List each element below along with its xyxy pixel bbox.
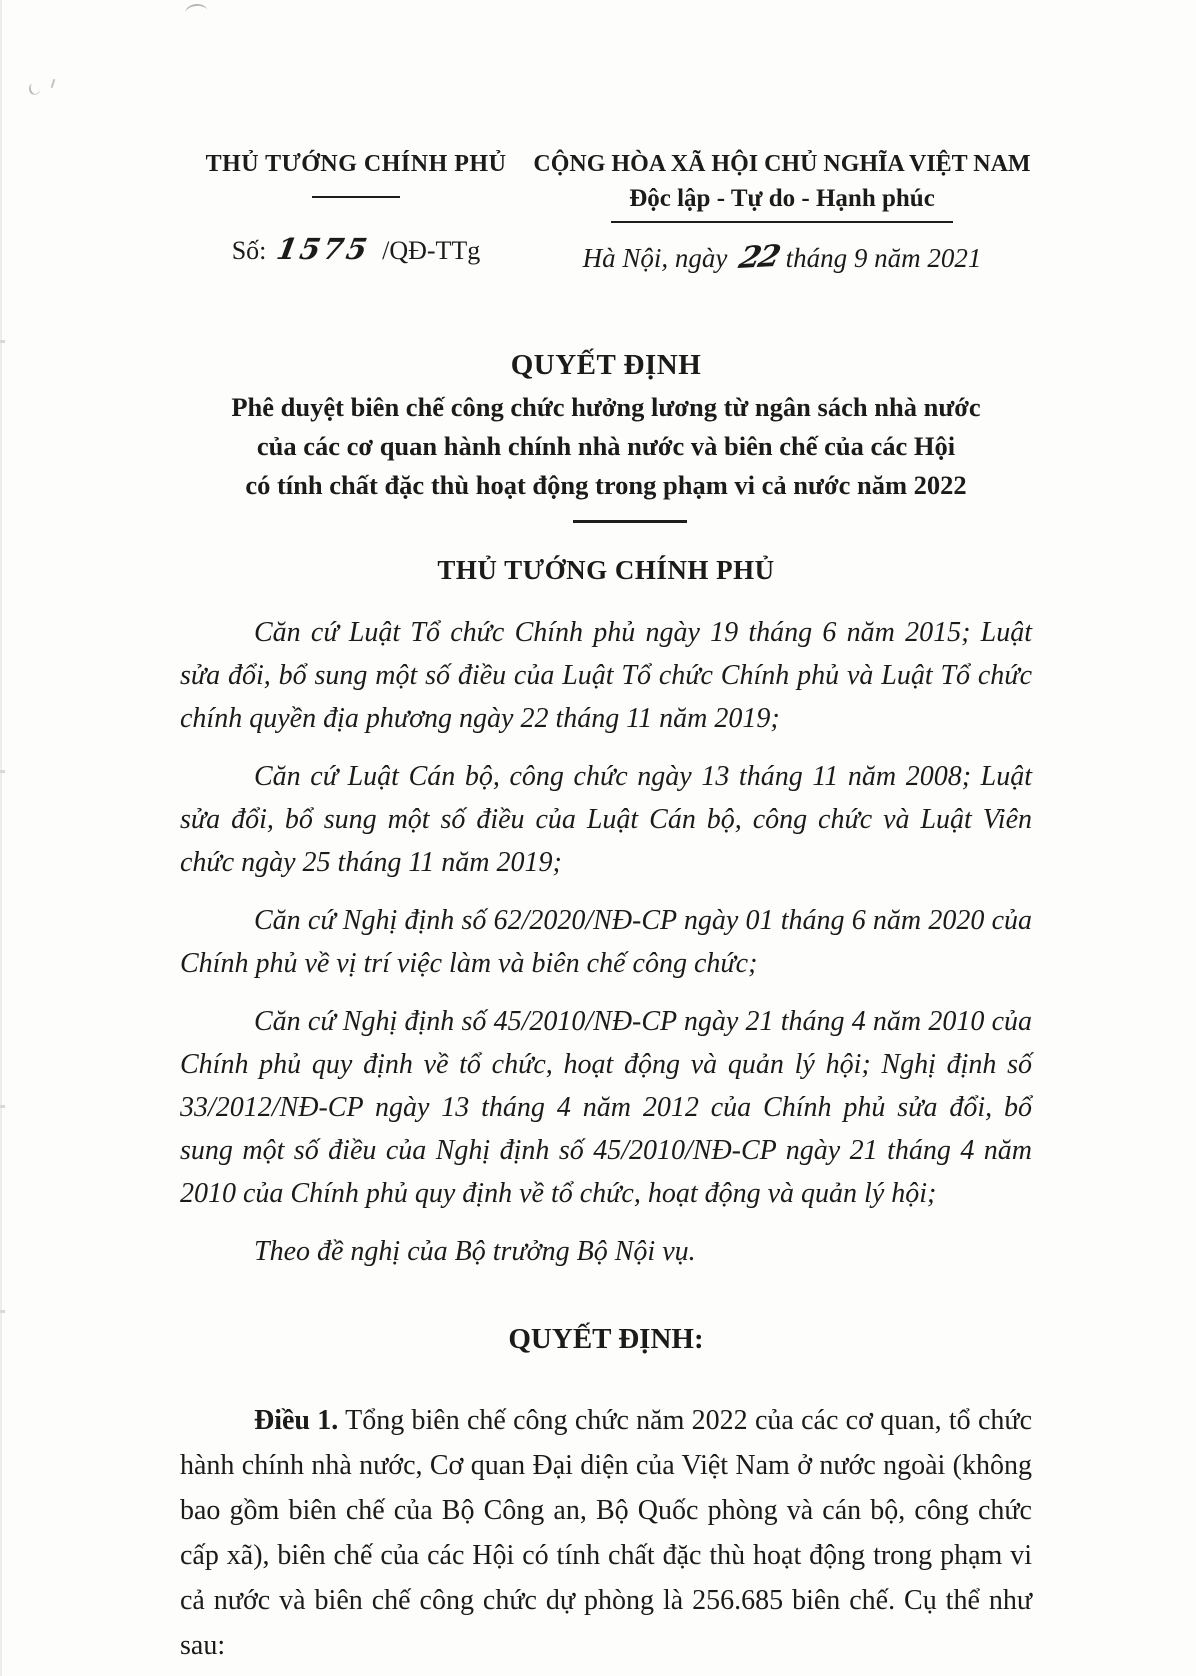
document-title-block bbox=[180, 347, 1032, 523]
document-number-handwritten: 1575 bbox=[273, 232, 373, 266]
republic-title: CỘNG HÒA XÃ HỘI CHỦ NGHĨA VIỆT NAM bbox=[533, 151, 1031, 177]
scan-artifact-left-edge bbox=[0, 0, 2, 1676]
document-number-label: Số: bbox=[231, 236, 267, 265]
authority-heading: THỦ TƯỚNG CHÍNH PHỦ bbox=[437, 555, 775, 585]
scan-artifact-speck bbox=[51, 79, 56, 88]
title-divider bbox=[573, 520, 687, 523]
issuer-name: THỦ TƯỚNG CHÍNH PHỦ bbox=[205, 151, 507, 177]
place-date-prefix: Hà Nội, ngày bbox=[582, 243, 728, 273]
document-subject-line: của các cơ quan hành chính nhà nước và biên chế của các Hội bbox=[256, 431, 956, 461]
issuer-block bbox=[180, 148, 532, 275]
decision-heading: QUYẾT ĐỊNH: bbox=[508, 1323, 704, 1355]
document-content bbox=[180, 148, 1032, 1668]
preamble-paragraph: Căn cứ Nghị định số 45/2010/NĐ-CP ngày 21 tháng 4 năm 2010 của Chính phủ quy định về tổ chức, hoạt động và quản lý hội; Nghị định số 33/2012/NĐ-CP ngày 13 tháng 4 năm 2012 của Chính phủ sửa đổi, bổ sung một số điều của Nghị định số 45/2010/NĐ-CP ngày 21 tháng 4 năm 2010 của Chính phủ quy định về tổ chức, hoạt động và quản lý hội; bbox=[180, 1006, 1032, 1209]
document-number bbox=[180, 232, 532, 266]
national-motto: Độc lập - Tự do - Hạnh phúc bbox=[629, 185, 935, 212]
republic-block bbox=[532, 148, 1032, 275]
issuer-underline bbox=[312, 196, 400, 198]
preamble-paragraph: Căn cứ Nghị định số 62/2020/NĐ-CP ngày 01 tháng 6 năm 2020 của Chính phủ về vị trí việc làm và biên chế công chức; bbox=[180, 905, 1032, 979]
scan-artifact-edge-dash bbox=[0, 1105, 5, 1108]
document-subject bbox=[180, 388, 1032, 505]
place-date-suffix: tháng 9 năm 2021 bbox=[785, 243, 982, 273]
document-header bbox=[180, 148, 1032, 275]
preamble-paragraph: Căn cứ Luật Tổ chức Chính phủ ngày 19 tháng 6 năm 2015; Luật sửa đổi, bổ sung một số điều của Luật Tổ chức Chính phủ và Luật Tổ chức chính quyền địa phương ngày 22 tháng 11 năm 2019; bbox=[180, 617, 1032, 734]
scan-artifact-speck bbox=[28, 82, 42, 96]
scan-artifact-edge-dash bbox=[0, 1310, 5, 1313]
article-1-text: Tổng biên chế công chức năm 2022 của các cơ quan, tổ chức hành chính nhà nước, Cơ quan Đại diện của Việt Nam ở nước ngoài (không bao gồm biên chế của Bộ Công an, Bộ Quốc phòng và cán bộ, công chức cấp xã), biên chế của các Hội có tính chất đặc thù hoạt động trong phạm vi cả nước và biên chế công chức dự phòng là 256.685 biên chế. Cụ thể như sau: bbox=[180, 1405, 1033, 1661]
scan-artifact-edge-dash bbox=[0, 340, 5, 343]
scan-artifact-edge-dash bbox=[0, 770, 5, 773]
document-subject-line: Phê duyệt biên chế công chức hưởng lương từ ngân sách nhà nước bbox=[231, 392, 981, 422]
document-type-title: QUYẾT ĐỊNH bbox=[510, 349, 702, 381]
preamble-paragraph: Theo đề nghị của Bộ trưởng Bộ Nội vụ. bbox=[254, 1236, 696, 1267]
article-1-label: Điều 1. bbox=[254, 1405, 339, 1436]
document-subject-line: có tính chất đặc thù hoạt động trong phạm vi cả nước năm 2022 bbox=[245, 470, 967, 500]
document-number-suffix: /QĐ-TTg bbox=[382, 236, 481, 265]
date-day-handwritten: 22 bbox=[735, 239, 783, 276]
article-1 bbox=[180, 1398, 1032, 1668]
preamble-paragraph: Căn cứ Luật Cán bộ, công chức ngày 13 tháng 11 năm 2008; Luật sửa đổi, bổ sung một số điều của Luật Cán bộ, công chức và Luật Viên chức ngày 25 tháng 11 năm 2019; bbox=[180, 761, 1032, 878]
place-and-date bbox=[532, 240, 1032, 275]
scan-artifact-top-squiggle bbox=[185, 3, 208, 13]
motto-underline bbox=[611, 221, 953, 223]
